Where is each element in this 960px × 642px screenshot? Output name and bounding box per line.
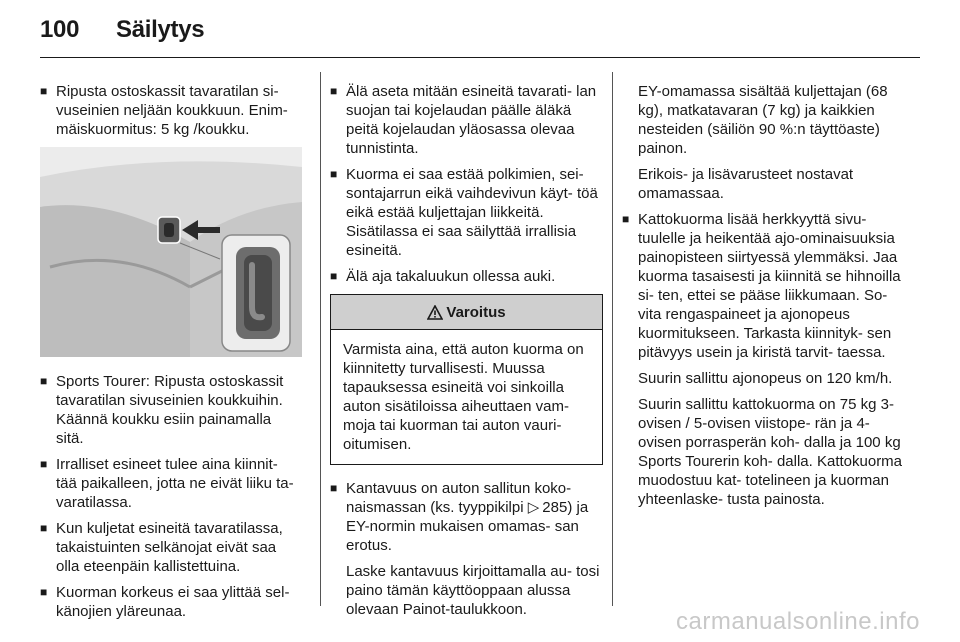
bullet-icon: ■ xyxy=(40,521,48,535)
bullet-icon: ■ xyxy=(330,167,338,181)
page-number: 100 xyxy=(40,16,80,43)
warning-text: Varmista aina, että auton kuorma on kiinnitetty turvallisesti. Muussa tapauksessa esineitä voi sinkoilla auton sisätiloissa aiheuttaen vam- moja tai kuorman tai auton vauri- oitumisen. xyxy=(343,341,584,453)
list-item xyxy=(330,165,603,260)
paragraph: Erikois- ja lisävarusteet nostavat omamassaa. xyxy=(638,166,854,202)
list-item-text: Kuorma ei saa estää polkimien, sei- sontajarrun eikä vaihdevivun käyt- töä eikä estää kuljettajan liikkeitä. Sisätilassa ei saa säilyttää irrallisia esineitä. xyxy=(346,166,598,259)
bullet-icon: ■ xyxy=(330,84,338,98)
list-item-text: Ripusta ostoskassit tavaratilan si- vuseinien neljään koukkuun. Enim- mäiskuormitus: 5 kg /koukku. xyxy=(56,83,288,138)
list-item-text: Kuorman korkeus ei saa ylittää sel- känojien yläreunaa. xyxy=(56,584,290,620)
list-item xyxy=(40,372,302,448)
paragraph: Suurin sallittu kattokuorma on 75 kg 3-ovisen / 5-ovisen viistope- rän ja 4-ovisen porrasperän koh- dalla ja 100 kg Sports Tourerin koh- dalla. Kattokuorma muodostuu kat- totelineen ja kuorman yhteenlaske- tusta painosta. xyxy=(638,396,903,508)
list-item-text: ) ja EY-normin mukaisen omamas- san erotus. xyxy=(346,499,589,554)
list-item xyxy=(330,479,603,555)
list-item xyxy=(40,583,302,621)
bullet-icon: ■ xyxy=(40,585,48,599)
list-item xyxy=(330,267,603,286)
header-rule xyxy=(40,57,920,58)
column-3 xyxy=(622,82,906,516)
cargo-hook-icon xyxy=(40,147,302,357)
paragraph: EY-omamassa sisältää kuljettajan (68 kg), matkatavaran (7 kg) ja kaikkien nesteiden (säiliön 90 %:n täyttöaste) painon. xyxy=(638,83,888,157)
list-item-text: Sports Tourer: Ripusta ostoskassit tavaratilan sivuseinien koukkuihin. Käännä koukku esiin painamalla sitä. xyxy=(56,373,284,447)
column-divider xyxy=(612,72,613,606)
bullet-icon: ■ xyxy=(330,481,338,495)
list-item-text: Kun kuljetat esineitä tavaratilassa, takaistuinten selkänojat eivät saa olla eteenpäin kallistettuina. xyxy=(56,520,283,575)
paragraph: Laske kantavuus kirjoittamalla au- tosi paino tämän käyttöoppaan alussa olevaan Painot-taulukkoon. xyxy=(346,563,600,618)
list-item-text: Älä aja takaluukun ollessa auki. xyxy=(346,268,556,285)
bullet-icon: ■ xyxy=(330,269,338,283)
list-item-text: Kattokuorma lisää herkkyyttä sivu- tuulelle ja heikentää ajo-ominaisuuksia painopisteen siirtyessä ylemmäksi. Jaa kuorma tasaisesti ja kiinnitä se hihnoilla si- ten, ettei se pääse liikkumaan. So- vita rengaspaineet ja ajonopeus kuormitukseen. Tarkasta kiinnityk- sen pitävyys usein ja kiristä tarvit- taessa. xyxy=(638,211,901,361)
column-divider xyxy=(320,72,321,606)
cargo-hook-illustration xyxy=(40,147,302,357)
list-item xyxy=(40,455,302,512)
list-item-text: Irralliset esineet tulee aina kiinnit- tää paikalleen, jotta ne eivät liiku ta- varatilassa. xyxy=(56,456,294,511)
warning-header xyxy=(331,295,602,330)
page-title: Säilytys xyxy=(116,16,205,43)
column-1 xyxy=(40,82,302,628)
bullet-icon: ■ xyxy=(40,374,48,388)
bullet-icon: ■ xyxy=(40,84,48,98)
warning-title: Varoitus xyxy=(446,303,506,321)
warning-box xyxy=(330,294,603,465)
list-item-text: Kantavuus on auton sallitun koko- naismassan (ks. tyyppikilpi xyxy=(346,480,572,516)
warning-triangle-icon xyxy=(427,305,443,320)
list-item xyxy=(330,82,603,158)
page-reference-icon: ▷ xyxy=(527,499,540,516)
list-item-text: Älä aseta mitään esineitä tavarati- lan suojan tai kojelaudan päälle äläkä peitä kojelaudan yläosassa olevaa tunnistinta. xyxy=(346,83,597,157)
list-item xyxy=(40,82,302,139)
list-item xyxy=(40,519,302,576)
page-reference[interactable]: 285 xyxy=(542,499,568,516)
paragraph: Suurin sallittu ajonopeus on 120 km/h. xyxy=(638,370,893,387)
column-2 xyxy=(330,82,603,626)
bullet-icon: ■ xyxy=(622,212,630,226)
watermark: carmanualsonline.info xyxy=(676,608,920,635)
list-item xyxy=(622,210,906,362)
bullet-icon: ■ xyxy=(40,457,48,471)
page-header xyxy=(40,14,204,46)
